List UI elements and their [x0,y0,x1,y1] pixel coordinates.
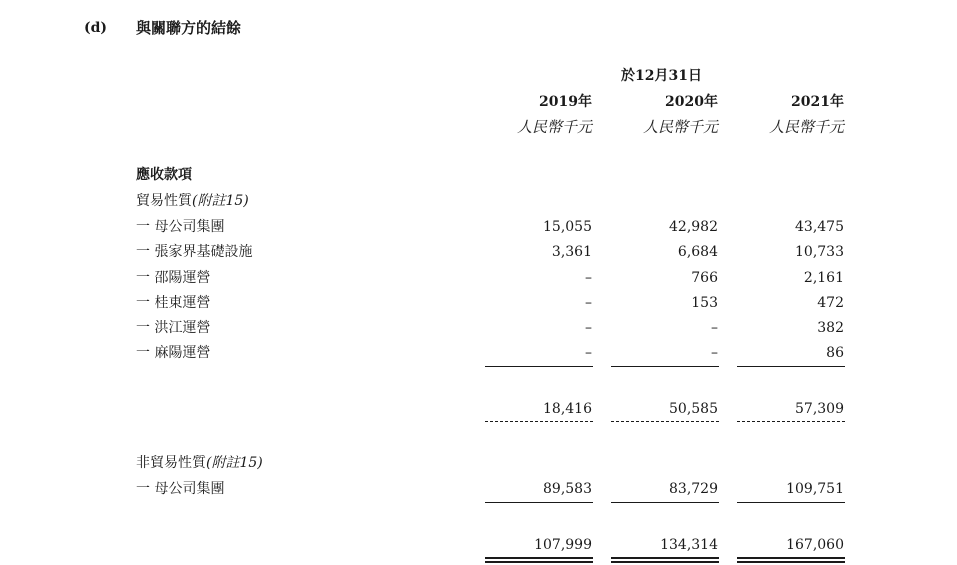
trade-note: (附註15) [192,193,249,209]
unit-2019-header: 人民幣千元 [516,118,592,136]
cell-2021: 109,751 [786,481,844,497]
cell-2021: 472 [817,295,844,311]
total-rule-2019 [485,502,593,503]
subtotal-2021: 57,309 [795,401,844,417]
row-label: 一 邵陽運營 [136,270,211,286]
subtotal-dashed-rule-2021 [737,421,845,422]
row-label: 一 麻陽運營 [136,345,211,361]
cell-2019: 3,361 [551,244,592,260]
row-label: 一 洪江運營 [136,320,211,336]
cell-2020: 153 [691,295,718,311]
total-2021: 167,060 [786,537,844,553]
total-2020: 134,314 [660,537,718,553]
cell-2020: 83,729 [669,481,718,497]
total-double-rule-2021-b [737,561,845,563]
section-marker: (d) [84,20,108,36]
subtotal-2020: 50,585 [669,401,718,417]
cell-2020: – [711,320,718,336]
section-title: 與關聯方的結餘 [136,19,242,37]
cell-2019: – [585,270,592,286]
nontrade-label: 非貿易性質 [136,455,206,471]
period-header: 於12月31日 [621,68,702,84]
row-label: 一 張家界基礎設施 [136,244,253,260]
trade-label: 貿易性質 [136,193,192,209]
cell-2020: 6,684 [677,244,718,260]
cell-2021: 2,161 [803,270,844,286]
subtotal-2019: 18,416 [543,401,592,417]
total-rule-2020 [611,502,719,503]
subtotal-dashed-rule-2020 [611,421,719,422]
total-double-rule-2019-a [485,557,593,559]
subtotal-dashed-rule-2019 [485,421,593,422]
total-double-rule-2020-a [611,557,719,559]
cell-2021: 10,733 [795,244,844,260]
cell-2021: 43,475 [795,219,844,235]
cell-2021: 86 [826,345,844,361]
year-2019-header: 2019年 [539,94,592,110]
total-double-rule-2021-a [737,557,845,559]
trade-nature-label [136,191,249,211]
cell-2020: 766 [691,270,718,286]
cell-2019: 15,055 [543,219,592,235]
subtotal-rule-2021 [737,366,845,367]
unit-2021-header: 人民幣千元 [768,118,844,136]
year-2021-header: 2021年 [791,94,844,110]
nontrade-nature-label [136,453,263,473]
cell-2020: – [711,345,718,361]
total-2019: 107,999 [534,537,592,553]
nontrade-note: (附註15) [206,455,263,471]
total-double-rule-2020-b [611,561,719,563]
row-label: 一 母公司集團 [136,481,225,497]
total-double-rule-2019-b [485,561,593,563]
cell-2020: 42,982 [669,219,718,235]
cell-2019: – [585,345,592,361]
total-rule-2021 [737,502,845,503]
unit-2020-header: 人民幣千元 [642,118,718,136]
subtotal-rule-2019 [485,366,593,367]
cell-2019: – [585,295,592,311]
subtotal-rule-2020 [611,366,719,367]
row-label: 一 母公司集團 [136,219,225,235]
receivables-heading: 應收款項 [136,167,192,183]
cell-2019: – [585,320,592,336]
year-2020-header: 2020年 [665,94,718,110]
cell-2019: 89,583 [543,481,592,497]
row-label: 一 桂東運營 [136,295,211,311]
cell-2021: 382 [817,320,844,336]
